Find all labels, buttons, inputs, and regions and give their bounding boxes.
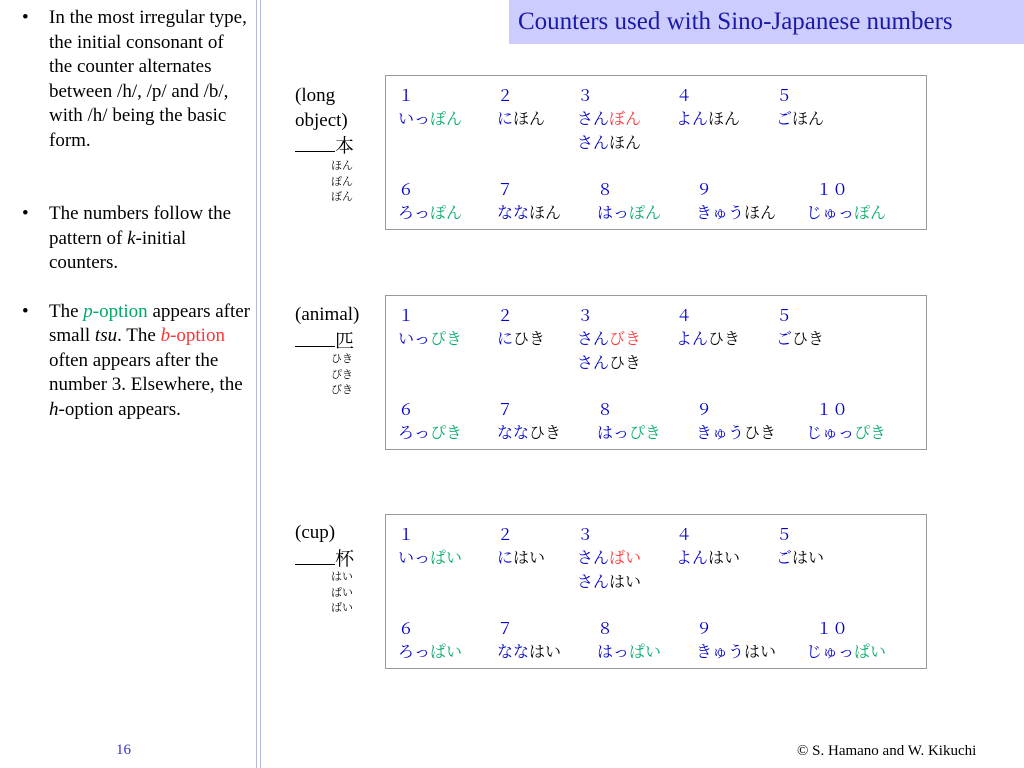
kana-run: ろっ — [398, 642, 431, 661]
text-run: -option — [92, 300, 148, 322]
numeral: ７ — [497, 400, 514, 419]
counter-form — [696, 640, 776, 663]
numeral: ９ — [696, 400, 713, 419]
counter-form — [676, 327, 740, 350]
counter-form — [398, 201, 462, 224]
kana-run: ぼん — [609, 109, 642, 128]
numeral: ３ — [577, 525, 594, 544]
numeral: ６ — [398, 180, 415, 199]
kana-run: じゅっ — [806, 423, 855, 442]
counter-table — [385, 295, 927, 450]
kana-run: さん — [577, 353, 610, 372]
text-run: appears after small — [49, 300, 251, 346]
kana-run: さん — [577, 548, 610, 567]
counter-form — [398, 640, 462, 663]
kana-run: ぽん — [629, 203, 662, 222]
numeral: １ — [398, 525, 415, 544]
numeral: ５ — [776, 525, 793, 544]
counter-table — [385, 75, 927, 230]
text-run: k — [127, 227, 136, 249]
counter-form — [776, 327, 824, 350]
kana-run: に — [497, 329, 514, 348]
counter-form — [398, 421, 462, 444]
kana-run: はい — [744, 642, 777, 661]
text-run: The — [49, 300, 84, 322]
label-line: object) — [295, 109, 348, 131]
numeral: ５ — [776, 306, 793, 325]
numeral: ８ — [597, 619, 614, 638]
counter-form — [497, 546, 545, 569]
kana-run: いっ — [398, 548, 431, 567]
bullet-item — [22, 6, 250, 153]
text-run: In the most irregular type, the initial consonant of the counter alternates between /h/, /p/ and /b/, with /h/ being the basic form. — [49, 7, 247, 151]
counter-form-alt — [577, 570, 641, 593]
kana-run: ぱい — [629, 642, 662, 661]
counter-form — [577, 546, 641, 569]
kana-run: ひき — [744, 423, 777, 442]
kana-run: はい — [529, 642, 562, 661]
kana-run: ほん — [513, 109, 546, 128]
kana-run: いっ — [398, 109, 431, 128]
reading: ぴき — [331, 367, 353, 381]
kana-run: じゅっ — [806, 642, 855, 661]
counter-form — [776, 546, 824, 569]
kana-run: よん — [676, 109, 709, 128]
bullet-list — [22, 6, 250, 422]
kana-run: ひき — [529, 423, 562, 442]
counter-form — [577, 327, 641, 350]
numeral: ５ — [776, 86, 793, 105]
counter-form — [497, 107, 545, 130]
text-run: -initial counters. — [49, 227, 187, 273]
kana-run: はっ — [597, 642, 630, 661]
kana-run: ほん — [792, 109, 825, 128]
kana-run: ぴき — [430, 329, 463, 348]
numeral: ２ — [497, 525, 514, 544]
blank-line — [295, 328, 335, 347]
kana-run: に — [497, 109, 514, 128]
counter-form — [776, 107, 824, 130]
counter-readings — [331, 158, 353, 205]
counter-form — [676, 546, 740, 569]
counter-kanji: 匹 — [335, 330, 355, 352]
kana-run: はい — [792, 548, 825, 567]
text-run: often appears after the number 3. Elsewhere, the — [49, 349, 243, 395]
counter-kanji: 本 — [335, 136, 355, 157]
kana-run: びき — [609, 329, 642, 348]
kana-run: ぽん — [430, 109, 463, 128]
reading: びき — [331, 383, 353, 396]
counter-label-animal — [295, 303, 359, 354]
kana-run: さん — [577, 572, 610, 591]
kana-run: ひき — [792, 329, 825, 348]
kana-run: いっ — [398, 329, 431, 348]
counter-form — [597, 421, 661, 444]
kana-run: ろっ — [398, 203, 431, 222]
counter-form — [806, 421, 886, 444]
counter-form — [398, 107, 462, 130]
numeral: ３ — [577, 86, 594, 105]
kana-run: さん — [577, 133, 610, 152]
numeral: ６ — [398, 619, 415, 638]
numeral: １ — [398, 86, 415, 105]
reading: ほん — [331, 159, 353, 172]
numeral: ４ — [676, 306, 693, 325]
counter-form — [497, 640, 561, 663]
bullet-item — [22, 300, 250, 423]
reading: ひき — [331, 352, 353, 365]
kana-run: ぴき — [854, 423, 887, 442]
counter-form — [497, 421, 561, 444]
kana-run: さん — [577, 109, 610, 128]
kana-run: はい — [609, 572, 642, 591]
kana-run: ご — [776, 329, 793, 348]
numeral: １０ — [816, 180, 849, 199]
kana-run: よん — [676, 329, 709, 348]
kana-run: はっ — [597, 423, 630, 442]
counter-form — [676, 107, 740, 130]
counter-form — [806, 640, 886, 663]
text-run: -option appears. — [58, 398, 181, 420]
label-line: (animal) — [295, 304, 360, 325]
kana-run: はっ — [597, 203, 630, 222]
divider-line — [260, 0, 261, 768]
kana-run: きゅう — [696, 642, 745, 661]
kana-run: に — [497, 548, 514, 567]
numeral: ３ — [577, 306, 594, 325]
kana-run: ほん — [609, 133, 642, 152]
numeral: １０ — [816, 619, 849, 638]
counter-kanji: 杯 — [335, 548, 355, 570]
counter-form — [597, 201, 661, 224]
text-run: . The — [117, 325, 161, 346]
counter-form — [696, 201, 776, 224]
kana-run: きゅう — [696, 423, 745, 442]
counter-readings — [331, 569, 353, 616]
numeral: ８ — [597, 180, 614, 199]
kana-run: ひき — [708, 329, 741, 348]
counter-form — [497, 201, 561, 224]
kana-run: ほん — [744, 203, 777, 222]
kana-run: ほん — [529, 203, 562, 222]
counter-readings — [331, 351, 353, 398]
numeral: ４ — [676, 86, 693, 105]
counter-label-long-object — [295, 84, 354, 160]
numeral: ９ — [696, 619, 713, 638]
kana-run: よん — [676, 548, 709, 567]
counter-form — [497, 327, 545, 350]
page-number: 16 — [116, 742, 131, 758]
blank-line — [295, 133, 335, 152]
numeral: ２ — [497, 306, 514, 325]
kana-run: なな — [497, 423, 530, 442]
text-run: p — [83, 300, 93, 322]
numeral: ４ — [676, 525, 693, 544]
numeral: ８ — [597, 400, 614, 419]
reading: ぱい — [331, 585, 353, 599]
numeral: ６ — [398, 400, 415, 419]
left-sidebar — [0, 0, 256, 768]
kana-run: ぽん — [430, 203, 463, 222]
text-run: h — [49, 398, 59, 420]
text-run: The numbers follow the pattern of — [49, 203, 232, 249]
kana-run: ぴき — [629, 423, 662, 442]
kana-run: ぽん — [854, 203, 887, 222]
bullet-item — [22, 202, 250, 276]
counter-form — [696, 421, 776, 444]
kana-run: なな — [497, 203, 530, 222]
reading: ぽん — [331, 174, 353, 188]
numeral: １ — [398, 306, 415, 325]
kana-run: さん — [577, 329, 610, 348]
kana-run: ぱい — [854, 642, 887, 661]
numeral: ７ — [497, 180, 514, 199]
counter-table — [385, 514, 927, 669]
blank-line — [295, 546, 335, 565]
counter-label-cup — [295, 521, 354, 572]
counter-form — [577, 107, 641, 130]
kana-run: じゅっ — [806, 203, 855, 222]
slide-title: Counters used with Sino-Japanese numbers — [518, 8, 953, 35]
numeral: ９ — [696, 180, 713, 199]
kana-run: ぱい — [430, 548, 463, 567]
numeral: ２ — [497, 86, 514, 105]
kana-run: ほん — [708, 109, 741, 128]
divider-line — [256, 0, 257, 768]
label-line: (long — [295, 85, 336, 106]
kana-run: ぱい — [430, 642, 463, 661]
reading: ばい — [331, 601, 353, 614]
kana-run: ひき — [513, 329, 546, 348]
text-run: b — [160, 325, 171, 346]
copyright: © S. Hamano and W. Kikuchi — [797, 743, 977, 759]
numeral: ７ — [497, 619, 514, 638]
kana-run: はい — [513, 548, 546, 567]
reading: はい — [331, 570, 353, 583]
counter-form-alt — [577, 131, 641, 154]
counter-form — [398, 546, 462, 569]
kana-run: ひき — [609, 353, 642, 372]
numeral: １０ — [816, 400, 849, 419]
kana-run: ぴき — [430, 423, 463, 442]
counter-form — [806, 201, 886, 224]
counter-form — [597, 640, 661, 663]
text-run: tsu — [94, 325, 118, 346]
kana-run: なな — [497, 642, 530, 661]
kana-run: ばい — [609, 548, 642, 567]
text-run: -option — [170, 325, 225, 346]
label-line: (cup) — [295, 522, 336, 543]
counter-form-alt — [577, 351, 641, 374]
counter-form — [398, 327, 462, 350]
kana-run: ろっ — [398, 423, 431, 442]
kana-run: はい — [708, 548, 741, 567]
kana-run: きゅう — [696, 203, 745, 222]
reading: ぼん — [331, 190, 353, 203]
kana-run: ご — [776, 109, 793, 128]
kana-run: ご — [776, 548, 793, 567]
